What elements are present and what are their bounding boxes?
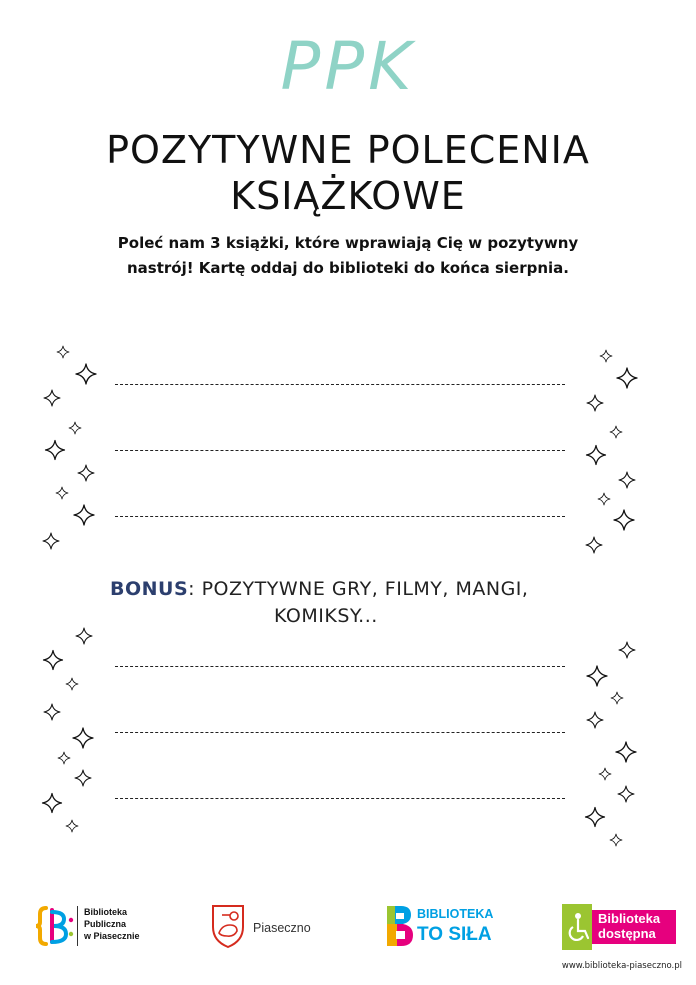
page-title-line-2: KSIĄŻKOWE: [230, 174, 466, 218]
accessible-label-line-1: Biblioteka: [598, 911, 661, 926]
campaign-name-line-1: BIBLIOTEKA: [417, 907, 494, 921]
bonus-text-line-1: : POZYTYWNE GRY, FILMY, MANGI,: [188, 578, 529, 600]
city-name: Piaseczno: [253, 921, 311, 935]
city-coat-of-arms-icon: [210, 903, 246, 949]
accessibility-block: [562, 904, 592, 950]
sparkle-icon-group-right-bottom: [586, 642, 637, 846]
logo-divider: [77, 906, 78, 946]
campaign-name-line-2: TO SIŁA: [417, 924, 492, 945]
bonus-text-line-2: KOMIKSY...: [274, 605, 378, 627]
wheelchair-icon: [562, 904, 592, 950]
sparkle-icon-group-left-bottom: [43, 628, 94, 832]
instructions-line-2: nastrój! Kartę oddaj do biblioteki do końca sierpnia.: [126, 259, 569, 277]
library-accessible-label: [592, 910, 676, 944]
library-name-line-1: Biblioteka: [84, 907, 128, 917]
library-name-line-2: Publiczna: [84, 919, 127, 929]
ppk-logo-text: PPK: [280, 28, 416, 105]
b-letter-icon: [385, 904, 415, 948]
library-braces-icon: [34, 904, 74, 948]
sparkle-icon-group-left-top: [43, 346, 96, 549]
sparkle-icon-group-right-top: [586, 350, 637, 553]
library-website-link[interactable]: www.biblioteka-piaseczno.pl: [561, 961, 682, 971]
piaseczno-city-logo: [210, 903, 325, 953]
biblioteka-to-sila-logo: [385, 904, 510, 950]
instructions-line-1: Poleć nam 3 książki, które wprawiają Cię w pozytywny: [117, 234, 579, 252]
library-name-line-3: w Piasecznie: [84, 931, 140, 941]
library-piaseczno-logo: [34, 902, 159, 952]
bonus-label: BONUS: [110, 578, 189, 600]
accessible-label-line-2: dostępna: [598, 926, 656, 941]
biblioteka-dostepna-logo: [562, 904, 680, 952]
page-title-line-1: POZYTYWNE POLECENIA: [106, 128, 590, 172]
